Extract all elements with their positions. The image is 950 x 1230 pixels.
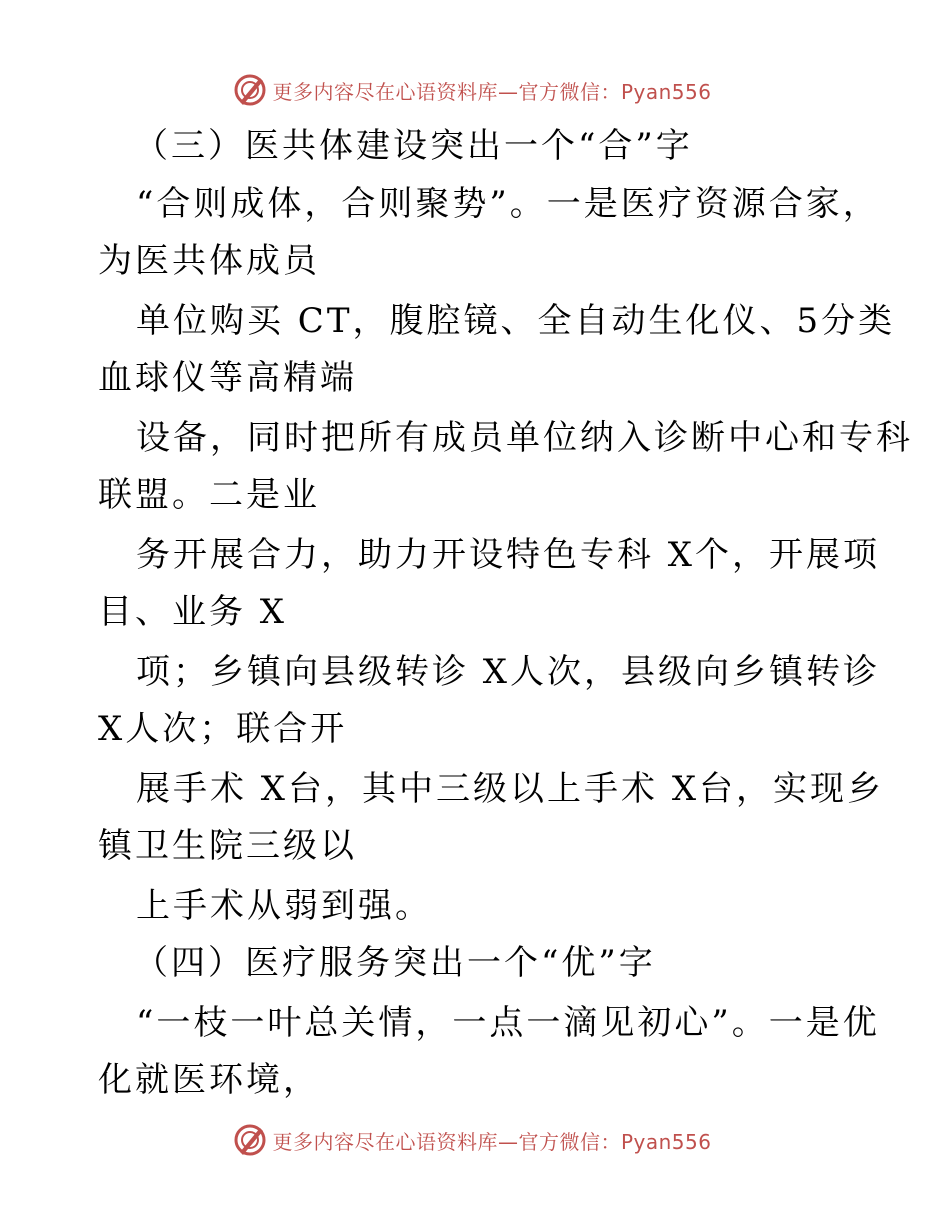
paragraph-line: 务开展合力，助力开设特色专科 X个，开展项 (136, 535, 881, 575)
paragraph-line: “一枝一叶总关情，一点一滴见初心”。一是优 (136, 1003, 880, 1043)
heading-three: （三）医共体建设突出一个“合”字 (134, 126, 693, 166)
watermark-text: 更多内容尽在心语资料库—官方微信：Pyan556 (272, 79, 712, 104)
pen-logo-icon (232, 72, 268, 108)
paragraph-line: 目、业务 X (98, 592, 288, 632)
paragraph-line: 为医共体成员 (98, 241, 320, 281)
paragraph-line: 联盟。二是业 (98, 475, 320, 515)
paragraph-line: 镇卫生院三级以 (98, 826, 357, 866)
paragraph-line: 展手术 X台，其中三级以上手术 X台，实现乡 (136, 769, 885, 809)
paragraph-line: 设备，同时把所有成员单位纳入诊断中心和专科 (136, 418, 913, 458)
paragraph-line: “合则成体，合则聚势”。一是医疗资源合家， (136, 184, 880, 224)
heading-four: （四）医疗服务突出一个“优”字 (134, 943, 656, 983)
paragraph-line: 血球仪等高精端 (98, 358, 357, 398)
paragraph-line: 项；乡镇向县级转诊 X人次，县级向乡镇转诊 (136, 652, 881, 692)
watermark-text: 更多内容尽在心语资料库—官方微信：Pyan556 (272, 1129, 712, 1154)
paragraph-line: 单位购买 CT，腹腔镜、全自动生化仪、5分类 (136, 301, 896, 341)
pen-logo-icon (232, 1122, 268, 1158)
footer-watermark (0, 1120, 950, 1160)
paragraph-line: X人次；联合开 (98, 709, 348, 749)
paragraph-line: 上手术从弱到强。 (136, 886, 432, 926)
paragraph-line: 化就医环境， (98, 1060, 320, 1100)
header-watermark (0, 70, 950, 110)
